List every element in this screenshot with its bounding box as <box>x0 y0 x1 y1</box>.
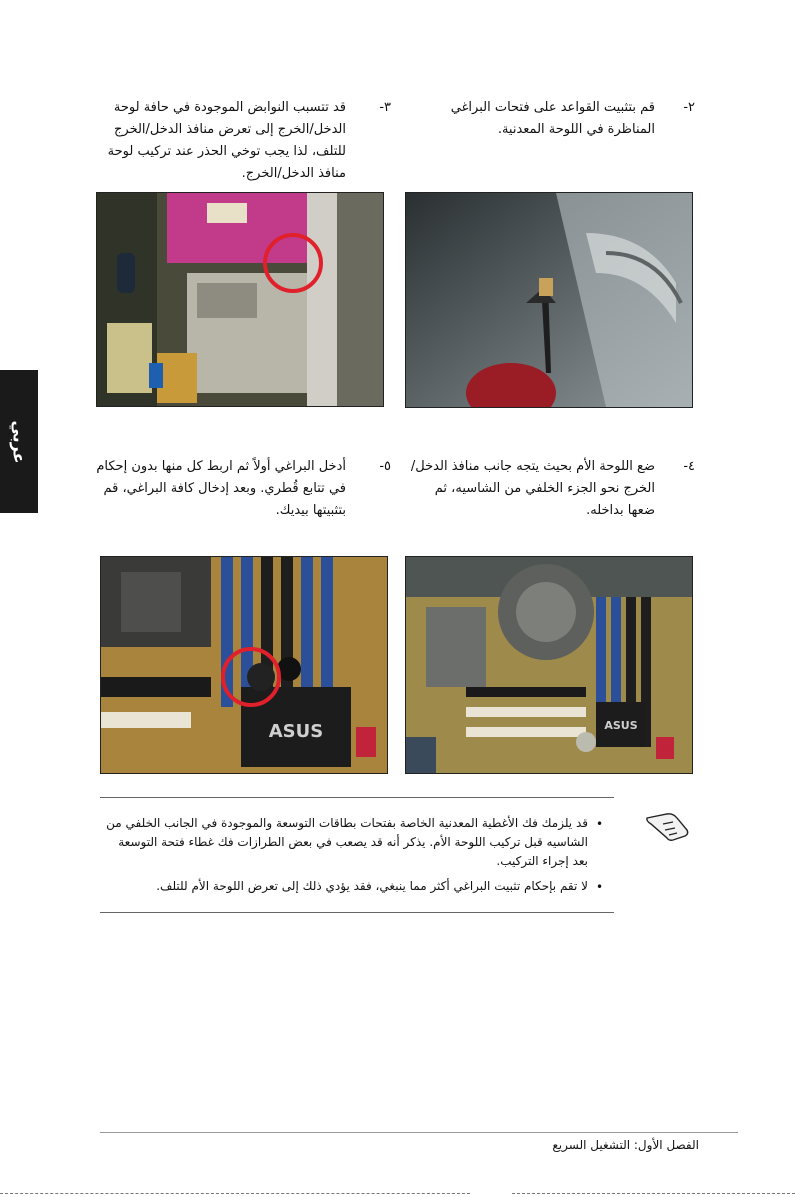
note-2-bullet: • <box>596 880 604 894</box>
note-2-text: لا تقم بإحكام تثبيت البراغي أكثر مما ينبغي، فقد يؤدي ذلك إلى تعرض اللوحة الأم للتلف. <box>156 879 588 893</box>
photo-board-in-chassis <box>405 556 693 774</box>
notes-top-rule <box>100 797 614 798</box>
notes-bottom-rule <box>100 912 614 913</box>
note-1-bullet: • <box>596 817 604 831</box>
step-5 <box>96 456 391 526</box>
bottom-dashed-line-left <box>0 1193 470 1194</box>
language-tab <box>0 370 38 513</box>
step-5-text: أدخل البراغي أولاً ثم اربط كل منها بدون إحكام في تتابع قُطري. وبعد إدخال كافة البراغي، قم بتثبيتها بيديك. <box>96 459 346 518</box>
footer-chapter-title: الفصل الأول: التشغيل السريع <box>552 1138 699 1152</box>
step-3-text: قد تتسبب النوابض الموجودة في حافة لوحة الدخل/الخرج إلى تعرض منافذ الدخل/الخرج للتلف، لذا يجب توخي الحذر عند تركيب لوحة منافذ الدخل/الخرج. <box>107 100 346 181</box>
board-brand-logo: ASUS <box>604 719 638 732</box>
step-4-text: ضع اللوحة الأم بحيث يتجه جانب منافذ الدخل/الخرج نحو الجزء الخلفي من الشاسيه، ثم ضعها بداخله. <box>410 459 655 518</box>
step-3 <box>96 97 391 187</box>
step-2-number: ٢- <box>683 100 695 115</box>
board-in-chassis-illustration <box>406 557 692 773</box>
standoff-illustration <box>406 193 692 407</box>
note-1-text: قد يلزمك فك الأغطية المعدنية الخاصة بفتحات بطاقات التوسعة والموجودة في الجانب الخلفي من الشاسيه قبل تركيب اللوحة الأم. يذكر أنه قد يصعب في بعض الطرازات فك غطاء فتحة التوسعة بعد إجراء التركيب. <box>106 816 588 868</box>
photo-screw <box>100 556 388 774</box>
step-5-number: ٥- <box>379 459 391 474</box>
step-4-number: ٤- <box>683 459 695 474</box>
photo-io-shield <box>96 192 384 407</box>
step-2-text: قم بتثبيت القواعد على فتحات البراغي المناظرة في اللوحة المعدنية. <box>450 100 655 137</box>
language-tab-label: عربي <box>9 419 29 464</box>
board-brand-logo: ASUS <box>268 721 324 742</box>
footer-rule <box>100 1132 738 1133</box>
note-hand-icon <box>643 806 693 846</box>
bottom-dashed-line-right <box>512 1193 795 1194</box>
step-2 <box>405 97 695 147</box>
step-3-number: ٣- <box>379 100 391 115</box>
step-4 <box>405 456 695 526</box>
photo-standoff <box>405 192 693 408</box>
io-shield-illustration <box>97 193 383 406</box>
screw-illustration <box>101 557 387 773</box>
